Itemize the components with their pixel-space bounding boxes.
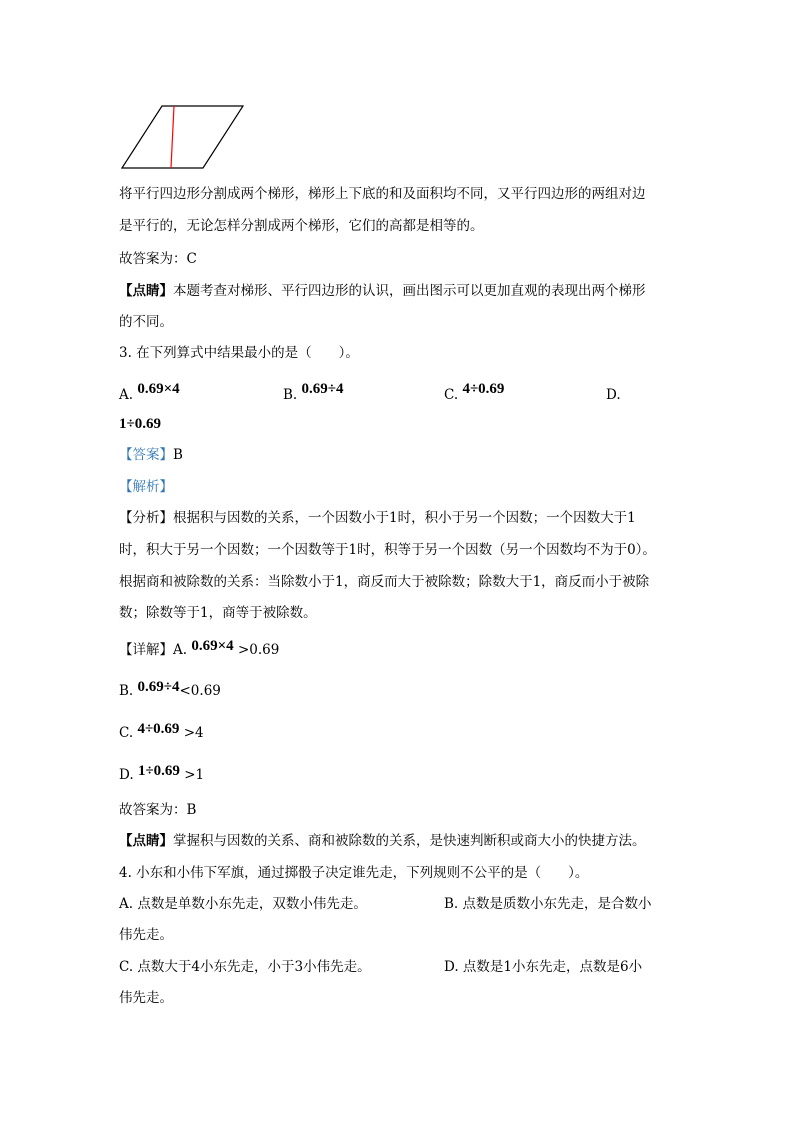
- option-c: [444, 380, 505, 403]
- answer-line: 故答案为：C: [119, 251, 197, 267]
- dianjing: [119, 282, 646, 300]
- detail-expr: 0.69×4: [191, 638, 234, 654]
- option-d-cont: 伟先走。: [119, 990, 173, 1006]
- option-b-cont: 伟先走。: [119, 927, 173, 943]
- detail-expr: 1÷0.69: [137, 763, 180, 779]
- option-d-label: D.: [606, 387, 621, 403]
- cut-line: [171, 106, 174, 168]
- paragraph: 是平行的，无论怎样分割成两个梯形，它们的高都是相等的。: [119, 218, 484, 234]
- detail-a: [119, 638, 280, 659]
- paragraph: 的不同。: [119, 314, 173, 330]
- fenxi: [119, 509, 636, 527]
- option-d-expr: 1÷0.69: [119, 416, 161, 432]
- paragraph: 时，积大于另一个因数；一个因数等于1时，积等于另一个因数（另一个因数均不为于0）。: [119, 542, 656, 558]
- parallelogram: [122, 106, 243, 168]
- paragraph: 数；除数等于1，商等于被除数。: [119, 605, 317, 621]
- detail-c: [119, 721, 204, 742]
- detail-expr: 0.69÷4: [137, 679, 180, 695]
- detail-d: [119, 763, 205, 784]
- fenxi-tag: 【分析】: [119, 510, 173, 526]
- question-4: 4. 小东和小伟下军旗，通过掷骰子决定谁先走，下列规则不公平的是（ ）。: [119, 865, 589, 881]
- option-d: D. 点数是1小东先走，点数是6小: [444, 959, 643, 975]
- answer-line: 故答案为：B: [119, 802, 197, 818]
- paragraph: 将平行四边形分割成两个梯形，梯形上下底的和及面积均不同，又平行四边形的两组对边: [119, 186, 646, 202]
- fenxi-text: 根据积与因数的关系，一个因数小于1时，积小于另一个因数；一个因数大于1: [173, 510, 636, 526]
- detail-relation: >1: [184, 767, 205, 783]
- detail-b: [119, 679, 221, 700]
- detail-label: B.: [119, 683, 134, 699]
- option-b: [283, 380, 344, 403]
- paragraph: 根据商和被除数的关系：当除数小于1，商反而大于被除数；除数大于1，商反而小于被除: [119, 574, 650, 590]
- option-expr: 0.69÷4: [301, 381, 344, 397]
- option-b: B. 点数是质数小东先走，是合数小: [444, 896, 652, 912]
- dianjing-text: 本题考查对梯形、平行四边形的认识，画出图示可以更加直观的表现出两个梯形: [173, 283, 646, 299]
- detail-relation: >4: [183, 725, 204, 741]
- answer-value: B: [173, 447, 183, 463]
- detail-relation: >0.69: [237, 642, 280, 658]
- option-label: C.: [444, 387, 459, 403]
- detail-expr: 4÷0.69: [137, 721, 180, 737]
- option-a: [119, 380, 180, 403]
- jiexi-tag: 【解析】: [119, 479, 173, 495]
- dianjing-tag: 【点睛】: [119, 283, 173, 299]
- detail-label: C.: [119, 725, 134, 741]
- option-expr: 0.69×4: [137, 381, 180, 397]
- dianjing-tag: 【点睛】: [119, 833, 173, 849]
- detail-label: D.: [119, 767, 134, 783]
- option-label: B.: [283, 387, 298, 403]
- answer: [119, 446, 183, 464]
- dianjing: [119, 832, 646, 850]
- option-expr: 4÷0.69: [462, 381, 505, 397]
- option-c: C. 点数大于4小东先走，小于3小伟先走。: [119, 959, 371, 975]
- answer-tag: 【答案】: [119, 447, 173, 463]
- xiangjie-tag: 【详解】: [119, 642, 173, 658]
- parallelogram-figure: [0, 0, 794, 200]
- option-a: A. 点数是单数小东先走，双数小伟先走。: [119, 896, 367, 912]
- detail-relation: <0.69: [179, 683, 221, 699]
- question-3: 3. 在下列算式中结果最小的是（ ）。: [119, 345, 359, 361]
- option-label: A.: [119, 387, 134, 403]
- detail-label: A.: [173, 642, 188, 658]
- dianjing-text: 掌握积与因数的关系、商和被除数的关系，是快速判断积或商大小的快捷方法。: [173, 833, 646, 849]
